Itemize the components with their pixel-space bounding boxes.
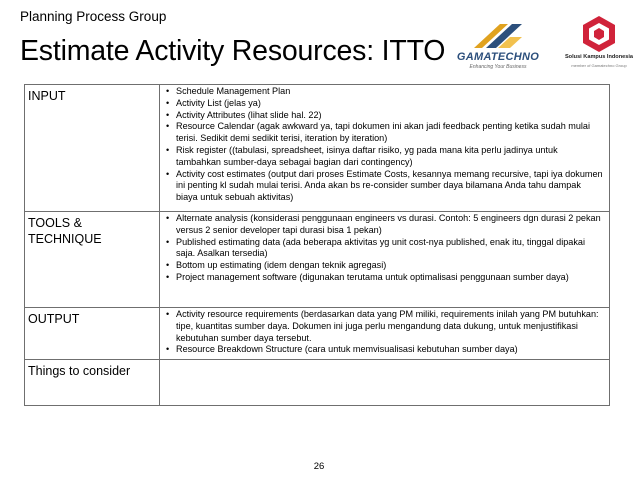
bullet-list <box>164 86 605 204</box>
row-label: INPUT <box>25 85 160 212</box>
gamatechno-tagline: Enhancing Your Business <box>469 64 527 70</box>
gamatechno-logo <box>452 21 544 71</box>
table-row-output <box>25 308 610 360</box>
list-item: • Resource Calendar (agak awkward ya, tapi dokumen ini akan jadi feedback penting ketika sudah mulai terisi. Sedikit demi sedikit terisi, iteration by iteration) <box>164 121 605 145</box>
solusi-kampus-logo <box>560 14 638 76</box>
page-title: Estimate Activity Resources: ITTO <box>20 35 446 67</box>
solusi-kampus-name: Solusi Kampus Indonesia <box>564 54 634 60</box>
gamatechno-emblem-icon <box>452 21 544 51</box>
row-label: OUTPUT <box>25 308 160 360</box>
gamatechno-wordmark: GAMATECHNO <box>456 51 540 63</box>
table-row-things-to-consider <box>25 360 610 406</box>
row-content <box>160 308 610 360</box>
list-item: • Risk register ((tabulasi, spreadsheet, isinya daftar risiko, yg pada mana kita perlu jadinya untuk tambahkan sumber-daya sebagai bagian dari contingency) <box>164 145 605 169</box>
pretitle: Planning Process Group <box>20 9 167 24</box>
list-item: • Published estimating data (ada beberapa aktivitas yg unit cost-nya published, enak itu, tinggal dipakai saja. Asalkan tersedia) <box>164 237 605 261</box>
bullet-list <box>164 213 605 284</box>
solusi-kampus-hexagon-icon <box>560 14 638 54</box>
list-item: • Activity List (jelas ya) <box>164 98 605 110</box>
bullet-list <box>164 309 605 356</box>
row-content <box>160 360 610 406</box>
list-item: • Activity cost estimates (output dari proses Estimate Costs, kesannya memang recursive, tapi iya dokumen ini penting kl sudah mulai terisi. Anda akan bs re-consider sumber daya bilamana Anda tahu dampak biaya untuk sebuah aktivitas) <box>164 169 605 204</box>
table-row-tools <box>25 212 610 308</box>
row-content <box>160 85 610 212</box>
row-content <box>160 212 610 308</box>
list-item: • Activity Attributes (lihat slide hal. 22) <box>164 110 605 122</box>
row-label: TOOLS & TECHNIQUE <box>25 212 160 308</box>
list-item: • Resource Breakdown Structure (cara untuk memvisualisasi kebutuhan sumber daya) <box>164 344 605 356</box>
list-item: • Activity resource requirements (berdasarkan data yang PM miliki, requirements inilah yang PM butuhkan: tipe, kuantitas sumber daya. Dokumen ini juga perlu mengandung data dukung, untuk menjustifikasi kebutuhan sumber daya tersebut. <box>164 309 605 344</box>
row-label: Things to consider <box>25 360 160 406</box>
list-item: • Project management software (digunakan terutama untuk optimalisasi penggunaan sumber daya) <box>164 272 605 284</box>
table-row-input <box>25 85 610 212</box>
list-item: • Schedule Management Plan <box>164 86 605 98</box>
list-item: • Bottom up estimating (idem dengan teknik agregasi) <box>164 260 605 272</box>
solusi-kampus-subtitle: member of Gamatechno Group <box>571 63 627 68</box>
page-number: 26 <box>313 461 325 472</box>
itto-table <box>24 84 610 406</box>
list-item: • Alternate analysis (konsiderasi penggunaan engineers vs durasi. Contoh: 5 engineers dgn durasi 2 pekan versus 2 senior developer tapi durasi bisa 1 pekan) <box>164 213 605 237</box>
